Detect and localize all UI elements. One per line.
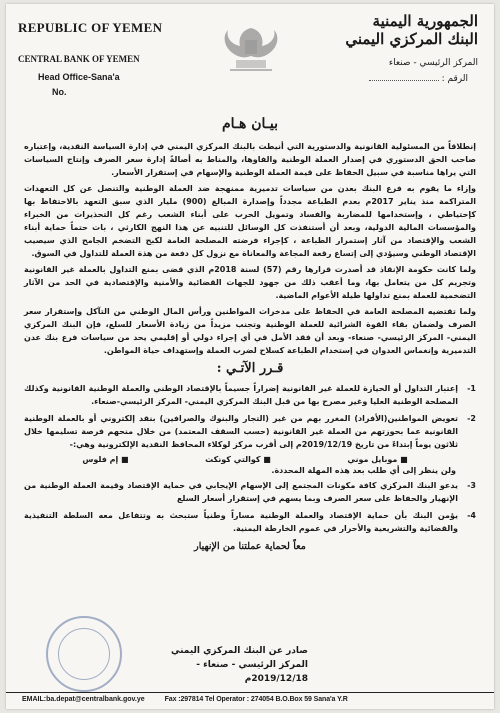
header-arabic bbox=[318, 12, 478, 84]
republic-title-en: REPUBLIC OF YEMEN bbox=[18, 20, 163, 35]
signature-line-date: المركز الرئيسي - صنعاء - 2019/12/18م bbox=[196, 660, 308, 684]
item-text: إعتبار التداول أو الحيازة للعملة غير القانونية إضراراً جسيماً بالإقتصاد الوطني والعملة الوطنية القانونية وكذلك المصلحة الوطنية العليا وغير مصرح بها من قبل البنك المركزي اليمني- المركز الرئيسي-صنعاء. bbox=[24, 384, 458, 406]
signature-line-issuer: صادر عن البنك المركزي اليمني bbox=[171, 646, 308, 656]
item-number: 3- bbox=[467, 481, 476, 490]
footer-email: EMAIL:ba.depat@centralbank.gov.ye bbox=[22, 696, 145, 703]
wallet-item: ■ إم فلوس bbox=[82, 455, 128, 464]
wallet-note: ولن ينظر إلى أي طلب بعد هذه المهلة المحددة. bbox=[271, 466, 456, 475]
statement-title: بيـان هـام bbox=[221, 116, 279, 132]
wallet-list bbox=[44, 455, 446, 464]
paragraph: ولما كانت حكومة الإنقاذ قد أصدرت قرارها رقم (57) لسنة 2018م الذي قضى بمنع التداول بالعملة غير القانونية وتجريم كل من يتعامل بها، وما أعقب ذلك من جهود للجهات القضائية والأمنية والإقتصادية في الحد من الآثار التضخمية للعملة بمنع تداولها طيلة الأعوام الماضية. bbox=[24, 265, 477, 300]
republic-title-ar: الجمهورية اليمنية bbox=[372, 12, 478, 30]
item-text: يؤمن البنك بأن حماية الإقتصاد والعملة الوطنية مساراً وطنياً ستبحث به وتتفاعل معه السلطة التنفيذية والقضائية والتشريعية والأحرار في عموم الخارطة اليمنية. bbox=[24, 511, 458, 533]
head-office-en: Head Office-Sana'a bbox=[38, 72, 120, 82]
wallet-item: ■ موبايل موني bbox=[347, 455, 407, 464]
paragraph: ولما تقتضيه المصلحة العامة في الحفاظ على مدخرات المواطنين ورأس المال الوطني من التآكل وإستقرار سعر الصرف ولضمان بقاء القوة الشرائية للعملة الوطنية وتجنب مزيداً من زيادة الأسعار للسلع، فإن البنك المركزي اليمني- المركز الرئيسي- صنعاء- وبعد أن فقد الأمل في أي إجراء دولي أو إقليمي يحد من سياسات فرع بنك عدن التدميرية وإنغماس العدوان في إستخدام الطباعة كسلاح لضرب العملة وإستهداف حياة المواطن. bbox=[24, 307, 476, 355]
item-number: 2- bbox=[467, 414, 476, 423]
item-number: 1- bbox=[467, 384, 476, 393]
signature-block bbox=[138, 644, 308, 686]
closing-slogan: معاً لحماية عملتنا من الإنهيار bbox=[194, 541, 306, 552]
header-english bbox=[18, 20, 188, 97]
footer-contact: Fax :297814 Tel Operator : 274054 B.O.Box 59 Sana'a Y.R bbox=[164, 696, 348, 703]
item-text: تعويض المواطنين(الأفراد) المغرر بهم من غير (التجار والبنوك والصرافين) بنقد إلكتروني أو بالعملة الوطنية القانونية عما بحوزتهم من العملة غير القانونية (حسب السقف المعتمد) من خلال منحهم فرصة تسليمها خلال ثلاثون يوماً إبتداءً من تاريخ 2019/12/19م إلى أقرب مركز لوكلاء المحافظ النقدية الإلكترونية وهي:- bbox=[24, 414, 458, 449]
office-ar: المركز الرئيسي - صنعاء bbox=[388, 58, 478, 68]
paragraph: إنطلاقاً من المسئولية القانونية والدستورية التي أنيطت بالبنك المركزي اليمني في إدارة السياسة النقدية، وإعتباره صاحب الحق الدستوري في إصدار العملة الوطنية والفاوها، والمناط به أصالةً إدارة سعر الصرف وإنتاج السياسات التي يراها مناسبة في سبيل الحفاظ على قيمة العملة الوطنية والإسهام في إستقرار الأسعار. bbox=[24, 142, 476, 177]
reference-no-ar: الرقم : bbox=[318, 74, 468, 84]
paragraph: وإزاء ما يقوم به فرع البنك بعدن من سياسات تدميرية ممنهجة ضد العملة الوطنية والتنصل عن كل التعهدات المتراكمة منذ يناير 2017م بعدم الطباعة مجدداً وإصدارة المبالغ (900) مليار الذي سبق التعهد بالاحتفاظ بها كإحتياطي ، وإستخدامها للمضاربة والفساد وتمويل الحرب على أبناء الشعب رغم كل التحذيرات من الخبراء والمؤسسات المالية الدولية، وبعد أن أستنفذت كل الوسائل للتنبيه عن هذا النهج الكارثي ، بات حتماً حماية أبناء الشعب والإقتصاد من آثار إستمرار الطباعة ، كإجراء فرضته المصلحة العامة لكبح التضخم الجامح الذي سيصيب الإقتصاد الوطني وسيؤدي إلى إتساع رقعة المجاعة والمعاناة مع نزول كل دفعة من هذة العملة للتداول في السوق. bbox=[24, 184, 476, 258]
wallet-item: ■ كوالتي كونكت bbox=[205, 455, 271, 464]
official-stamp-icon bbox=[46, 616, 122, 692]
decision-item bbox=[24, 382, 476, 408]
decision-item bbox=[24, 509, 476, 535]
bank-name-ar: البنك المركزي اليمني bbox=[345, 30, 478, 48]
document-page bbox=[6, 4, 494, 709]
footer bbox=[6, 692, 494, 703]
yemen-emblem-icon bbox=[220, 14, 282, 84]
item-text: يدعو البنك المركزي كافة مكونات المجتمع إلى الإسهام الإيجابي في حماية الإقتصاد وقيمة العملة الوطنية من الإنهيار والحفاظ على سعر الصرف وبما يسهم في إستقرار أسعار السلع bbox=[24, 481, 458, 503]
decision-title: قـرر الآتـي : bbox=[216, 361, 284, 376]
decision-item bbox=[24, 412, 476, 451]
decision-item bbox=[24, 479, 476, 505]
bank-name-en: CENTRAL BANK OF YEMEN bbox=[18, 54, 140, 64]
item-number: 4- bbox=[467, 511, 476, 520]
statement-body bbox=[24, 116, 476, 556]
reference-no-en: No. bbox=[52, 87, 67, 97]
